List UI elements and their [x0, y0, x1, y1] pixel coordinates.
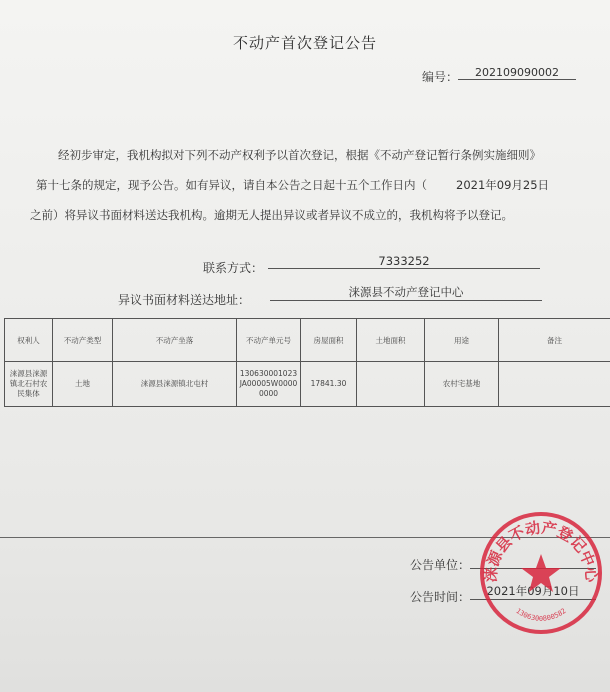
serial-label: 编号： [422, 70, 459, 84]
contact-label: 联系方式： [203, 261, 264, 275]
header-land-area: 土地面积 [357, 319, 425, 362]
official-seal-stamp [476, 508, 606, 638]
body-line-2: 第十七条的规定，现予公告。如有异议，请自本公告之日起十五个工作日内（ [36, 178, 427, 192]
address-value: 涞源县不动产登记中心 [270, 284, 542, 301]
header-usage: 用途 [425, 319, 499, 362]
announce-time-label: 公告时间： [410, 590, 471, 604]
body-line-1: 经初步审定，我机构拟对下列不动产权利予以首次登记，根据《不动产登记暂行条例实施细则》 [58, 148, 541, 162]
seal-star-icon [521, 554, 561, 592]
objection-deadline: 2021年09月25日 [456, 178, 550, 192]
registration-table [4, 318, 610, 407]
table-row [5, 362, 610, 407]
announcing-unit-label: 公告单位： [410, 558, 471, 572]
table-header-row [5, 319, 610, 362]
body-line-3: 之前）将异议书面材料送达我机构。逾期无人提出异议或者异议不成立的，我机构将予以登记。 [30, 208, 513, 222]
header-location: 不动产坐落 [113, 319, 237, 362]
address-label: 异议书面材料送达地址： [118, 293, 251, 307]
cell-unit-no: 130630001023JA00005W00000000 [237, 362, 301, 407]
cell-owner: 涞源县涞源镇北石村农民集体 [5, 362, 53, 407]
seal-text: 涞源县不动产登记中心 [481, 518, 601, 583]
header-owner: 权利人 [5, 319, 53, 362]
header-unit-no: 不动产单元号 [237, 319, 301, 362]
seal-code: 1306300800582 [514, 606, 568, 623]
cell-usage: 农村宅基地 [425, 362, 499, 407]
cell-remark [499, 362, 610, 407]
contact-value: 7333252 [268, 254, 540, 269]
header-remark: 备注 [499, 319, 610, 362]
page-title: 不动产首次登记公告 [232, 34, 377, 52]
announce-time-value: 2021年09月10日 [470, 583, 596, 600]
cell-house-area: 17841.30 [301, 362, 357, 407]
header-type: 不动产类型 [53, 319, 113, 362]
header-house-area: 房屋面积 [301, 319, 357, 362]
cell-location: 涞源县涞源镇北屯村 [113, 362, 237, 407]
serial-number: 202109090002 [458, 66, 576, 80]
cell-land-area [357, 362, 425, 407]
cell-type: 土地 [53, 362, 113, 407]
